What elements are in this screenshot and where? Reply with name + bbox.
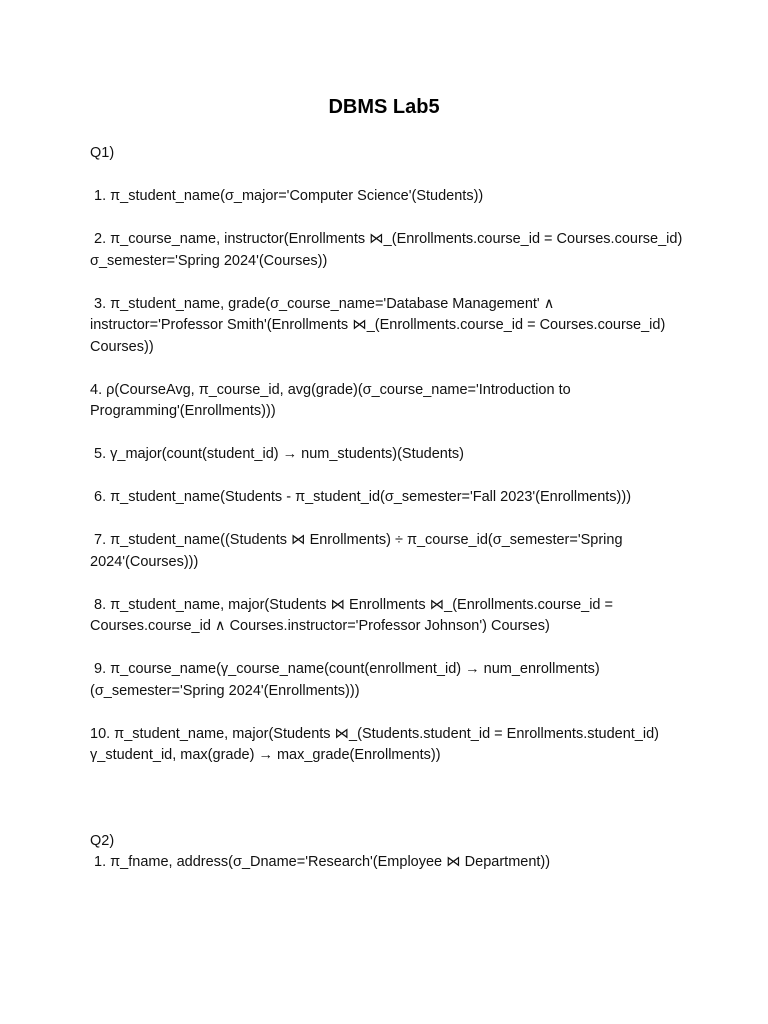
q1-answer-5: 5. γ_major(count(student_id) → num_students)(Students)	[90, 446, 464, 462]
q1-answer-9: 9. π_course_name(γ_course_name(count(enrollment_id) → num_enrollments)(σ_semester='Spring 2024'(Enrollments)))	[90, 661, 600, 699]
q1-answer-3: 3. π_student_name, grade(σ_course_name='Database Management' ∧ instructor='Professor Smith'(Enrollments ⋈_(Enrollments.course_id = Courses.course_id) Courses))	[90, 295, 670, 355]
q1-answer-7: 7. π_student_name((Students ⋈ Enrollments) ÷ π_course_id(σ_semester='Spring 2024'(Courses)))	[90, 532, 627, 570]
section-spacer	[90, 767, 690, 831]
q1-answer-10: 10. π_student_name, major(Students ⋈_(Students.student_id = Enrollments.student_id) γ_student_id, max(grade) → max_grade(Enrollments))	[90, 725, 664, 763]
section-heading-q2: Q2)	[90, 832, 115, 849]
q1-answer-4: 4. ρ(CourseAvg, π_course_id, avg(grade)(σ_course_name='Introduction to Programming'(Enrollments)))	[90, 381, 575, 419]
q1-answer-6: 6. π_student_name(Students - π_student_id(σ_semester='Fall 2023'(Enrollments)))	[90, 489, 632, 505]
q2-answer-1: 1. π_fname, address(σ_Dname='Research'(Employee ⋈ Department))	[90, 854, 551, 870]
document-title: DBMS Lab5	[328, 96, 440, 118]
section-heading-q1: Q1)	[90, 145, 115, 161]
document-body	[90, 143, 690, 895]
q1-answer-2: 2. π_course_name, instructor(Enrollments ⋈_(Enrollments.course_id = Courses.course_id) σ_semester='Spring 2024'(Courses))	[90, 231, 687, 269]
q1-answer-8: 8. π_student_name, major(Students ⋈ Enrollments ⋈_(Enrollments.course_id = Courses.course_id ∧ Courses.instructor='Professor Johnson') Courses)	[90, 596, 618, 634]
q1-answer-1: 1. π_student_name(σ_major='Computer Science'(Students))	[90, 188, 484, 204]
